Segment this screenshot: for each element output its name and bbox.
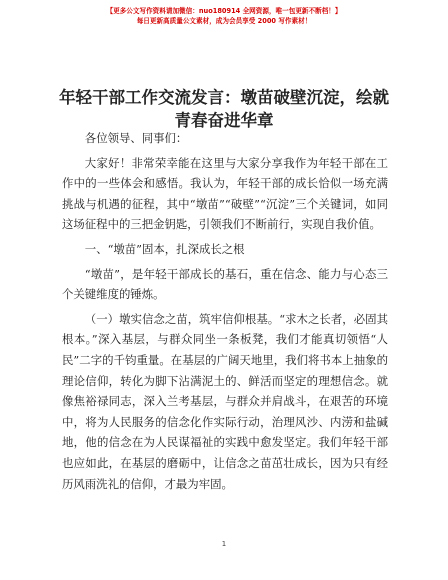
body-paragraph-intro: “墩苗”，是年轻干部成长的基石，重在信念、能力与心态三个关键维度的锤炼。 [62,266,388,302]
document-title-line-1: 年轻干部工作交流发言：墩苗破壁沉淀，绘就 [59,88,389,107]
body-paragraph-opening: 大家好！非常荣幸能在这里与大家分享我作为年轻干部在工作中的一些体会和感悟。我认为，年轻干部的成长恰似一场充满挑战与机遇的征程，其中“墩苗”“破壁”“沉淀”三个关键词，如同这场征程中的三把金钥匙，引领我们不断前行，实现自我价值。 [62,155,388,232]
section-heading: 一、“墩苗”固本，扎深成长之根 [84,241,245,256]
promo-banner-line-2: 每日更新高质量公文素材，成为会员享受 2000 写作素材！ [136,17,312,25]
promo-banner-line-1: 【更多公文写作资料请加微信：nuo180914 全网资源，唯一包更新不断档！】 [106,7,342,15]
salutation: 各位领导、同事们： [84,131,188,145]
document-title [30,86,418,132]
page-number: 1 [221,540,227,548]
body-paragraph-subsection: （一）墩实信念之苗，筑牢信仰根基。“求木之长者，必固其根本。”深入基层，与群众同坐一条板凳，我们才能真切领悟“人民”二字的千钧重量。在基层的广阔天地里，我们将书本上抽象的理论信仰，转化为脚下沾满泥土的、鲜活而坚定的理想信念。就像焦裕禄同志，深入兰考基层，与群众并肩战斗，在艰苦的环境中，将为人民服务的信念化作实际行动，治理风沙、内涝和盐碱地，他的信念在为人民谋福祉的实践中愈发坚定。我们年轻干部也应如此，在基层的磨砺中，让信念之苗茁壮成长，因为只有经历风雨洗礼的信仰，才最为牢固。 [62,311,388,491]
document-title-line-2: 青春奋进华章 [174,111,274,130]
promo-banner [0,6,448,26]
document-body [62,128,388,494]
